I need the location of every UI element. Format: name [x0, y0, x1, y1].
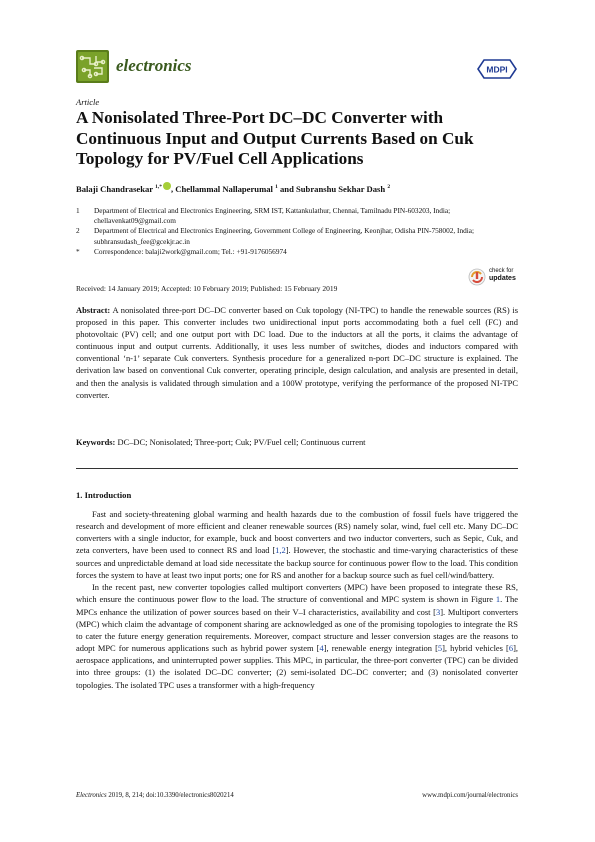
journal-name: electronics [116, 56, 192, 75]
affiliation-text: Department of Electrical and Electronics Engineering, Government College of Engineering, Keonjhar, Odisha PIN-758002, India; subhransudash_fee@gcekjr.ac.in [94, 226, 475, 246]
author-list: Balaji Chandrasekar $^{1,*}$ , Chellammal Nallaperumal $^1$ and Subranshu Sekhar Dash $^2$ [76, 184, 391, 194]
check-line2: updates [489, 275, 516, 282]
affiliation-item [76, 206, 526, 226]
affiliation-item [76, 247, 526, 257]
affiliation-mark: * [76, 246, 80, 256]
divider [76, 468, 518, 469]
paragraph: In the recent past, new converter topologies called multiport converters (MPC) have been proposed to integrate these RS, which ensure the continuous power flow to the load. The structure of conventional and MPC system is shown in Figure 1. The MPCs enhance the utilization of power sources based on their V–I characteristics, availability and cost [3]. Multiport converters (MPC) which claim the advantage of component sharing are acknowledged as one of the promising topologies to integrate the RS to cater the future energy generation requirements. Moreover, compact structure and lesser conversion stages are the reasons to adopt MPC for numerous applications such as hybrid power system [4], renewable energy integration [5], hybrid vehicles [6], aerospace applications, and uninterrupted power supplies. This MPC, in particular, the three-port converter (TPC) can be divided into three groups: (1) the isolated DC–DC converter; (2) semi-isolated DC–DC converter; and (3) nonisolated converter topologies. The isolated TPC uses a transformer with a high-frequency [76, 582, 519, 690]
citation-link[interactable]: 6 [508, 643, 514, 654]
affiliation-mark: 2 [76, 226, 80, 236]
figure-link[interactable]: 1 [495, 594, 501, 605]
orcid-icon[interactable] [163, 182, 171, 190]
section-heading: 1. Introduction [76, 490, 132, 500]
affiliation-text: Department of Electrical and Electronics Engineering, SRM IST, Kattankulathur, Chennai, Tamilnadu PIN-603203, India; chellavenkat09@gmail.com [94, 206, 451, 226]
keywords [76, 437, 366, 447]
footer-citation [76, 792, 234, 799]
citation-link[interactable]: 1,2 [275, 545, 286, 556]
publication-dates: Received: 14 January 2019; Accepted: 10 February 2019; Published: 15 February 2019 [76, 284, 338, 293]
author-name: Balaji Chandrasekar [76, 184, 153, 194]
article-type: Article [76, 97, 100, 107]
author-name: Subranshu Sekhar Dash [296, 184, 386, 194]
citation-link[interactable]: 4 [319, 643, 324, 654]
affiliation-item [76, 226, 526, 246]
keywords-text: DC–DC; Nonisolated; Three-port; Cuk; PV/Fuel cell; Continuous current [117, 437, 366, 447]
paragraph: Fast and society-threatening global warming and health hazards due to the combustion of fossil fuels have triggered the research and development of more efficient and cleaner renewable sources (RS) namely solar, wind, fuel cell etc. Many DC–DC converters with a single inductor, for example, buck and boost converters and two inductor converters, such as Sepic, Cuk, and zeta converters, have been used to connect RS and load [1,2]. However, the stochastic and time-varying characteristics of these sources and unpredictable demand at load side necessitate the backup source for continuous power flow to the load. This condition forces the system to have at least two input ports; one for RS and another for a backup source such as fuel cell/wind/battery. [76, 509, 518, 580]
check-for-updates-icon[interactable] [468, 268, 486, 286]
journal-logo-icon [76, 50, 109, 83]
author-name: Chellammal Nallaperumal [175, 184, 273, 194]
abstract [76, 304, 518, 401]
abstract-label: Abstract: [76, 305, 111, 315]
mdpi-logo-text: MDPI [486, 64, 508, 75]
abstract-text: A nonisolated three-port DC–DC converter based on Cuk topology (NI-TPC) to handle the renewable sources (RS) is proposed in this paper. This converter includes two unidirectional input ports accommodating both a fuel cell (FC) and photovoltaic (PV) cell; and one output port with DC load. Due to the inductors at all the ports, it claims the advantage of continuous input and output currents. Additionally, it uses less number of switches, diodes and inductors compared with conventional ‘n-1’ separate Cuk converters. Synthesis procedure for a generalized n-port DC–DC structure is explained. The derivation law based on conventional Cuk converter, operating principle, design calculation, and analysis are presented in detail, and then the analysis is validated through simulation and a 100W prototype, verifying the performance of the proposed NI-TPC converter. [76, 305, 518, 400]
affiliations [76, 206, 526, 257]
footer-citation-text: 2019, 8, 214; doi:10.3390/electronics8020214 [108, 792, 234, 799]
keywords-label: Keywords: [76, 437, 116, 447]
check-for-updates-label[interactable] [489, 268, 516, 282]
paper-title: A Nonisolated Three-Port DC–DC Converter with Continuous Input and Output Currents Based on Cuk Topology for PV/Fuel Cell Applications [76, 108, 474, 168]
check-line1: check for [489, 268, 514, 274]
citation-link[interactable]: 5 [437, 643, 443, 654]
footer-journal: Electronics [76, 792, 107, 799]
author-affil-mark: 2 [387, 184, 391, 191]
author-affil-mark: 1 [275, 184, 278, 191]
affiliation-text: Correspondence: balaji2work@gmail.com; Tel.: +91-9176056974 [94, 246, 287, 256]
author-affil-mark: 1,* [155, 184, 162, 191]
body-text [76, 508, 518, 691]
affiliation-mark: 1 [76, 206, 80, 215]
citation-link[interactable]: 3 [436, 606, 441, 617]
mdpi-logo-icon [476, 58, 518, 80]
footer-url[interactable]: www.mdpi.com/journal/electronics [422, 792, 518, 799]
